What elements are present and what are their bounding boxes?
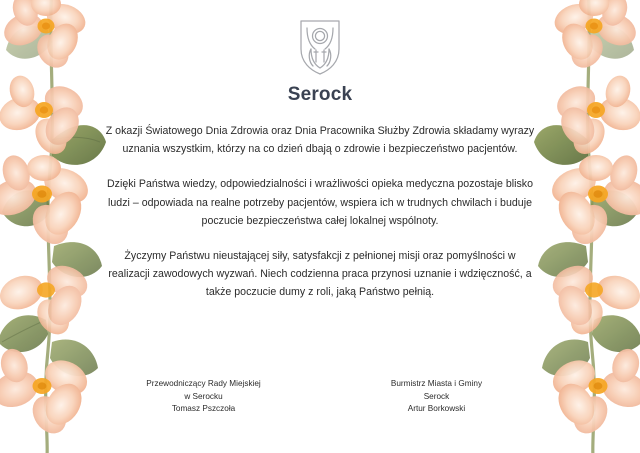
signature-left-title: Przewodniczący Rady Miejskiej xyxy=(146,379,261,388)
message-paragraph-3: Życzymy Państwu nieustającej siły, satysfakcji z pełnionej misji oraz pomyślności w realizacji zawodowych wyzwań. Niech codzienna praca przynosi uznanie i wdzięczność, a także poczucie dumy z roli, jaką Państwo pełnią. xyxy=(108,250,532,299)
message-body xyxy=(104,122,536,302)
signature-council-chairman xyxy=(96,378,311,416)
signature-left-place: w Serocku xyxy=(184,391,223,401)
serock-coat-of-arms-shield-icon xyxy=(298,18,342,76)
signature-right-title: Burmistrz Miasta i Gminy xyxy=(390,379,483,388)
serock-wordmark: Serock xyxy=(287,84,353,105)
signature-left-name: Tomasz Pszczoła xyxy=(171,404,236,414)
serock-logo xyxy=(0,18,640,106)
signature-mayor xyxy=(329,378,544,416)
signature-right-place: Serock xyxy=(423,391,450,401)
signature-right-name: Artur Borkowski xyxy=(407,404,466,414)
signature-block xyxy=(96,378,544,416)
message-paragraph-1: Z okazji Światowego Dnia Zdrowia oraz Dnia Pracownika Służby Zdrowia składamy wyrazy uznania wszystkim, którzy na co dzień dbają o zdrowie i bezpieczeństwo pacjentów. xyxy=(105,125,535,156)
message-paragraph-2: Dzięki Państwa wiedzy, odpowiedzialności i wrażliwości opieka medyczna pozostaje blisko ludzi – odpowiada na realne potrzeby pacjentów, wspiera ich w trudnych chwilach i buduje poczucie bezpieczeństwa całej lokalnej wspólnoty. xyxy=(106,178,534,227)
